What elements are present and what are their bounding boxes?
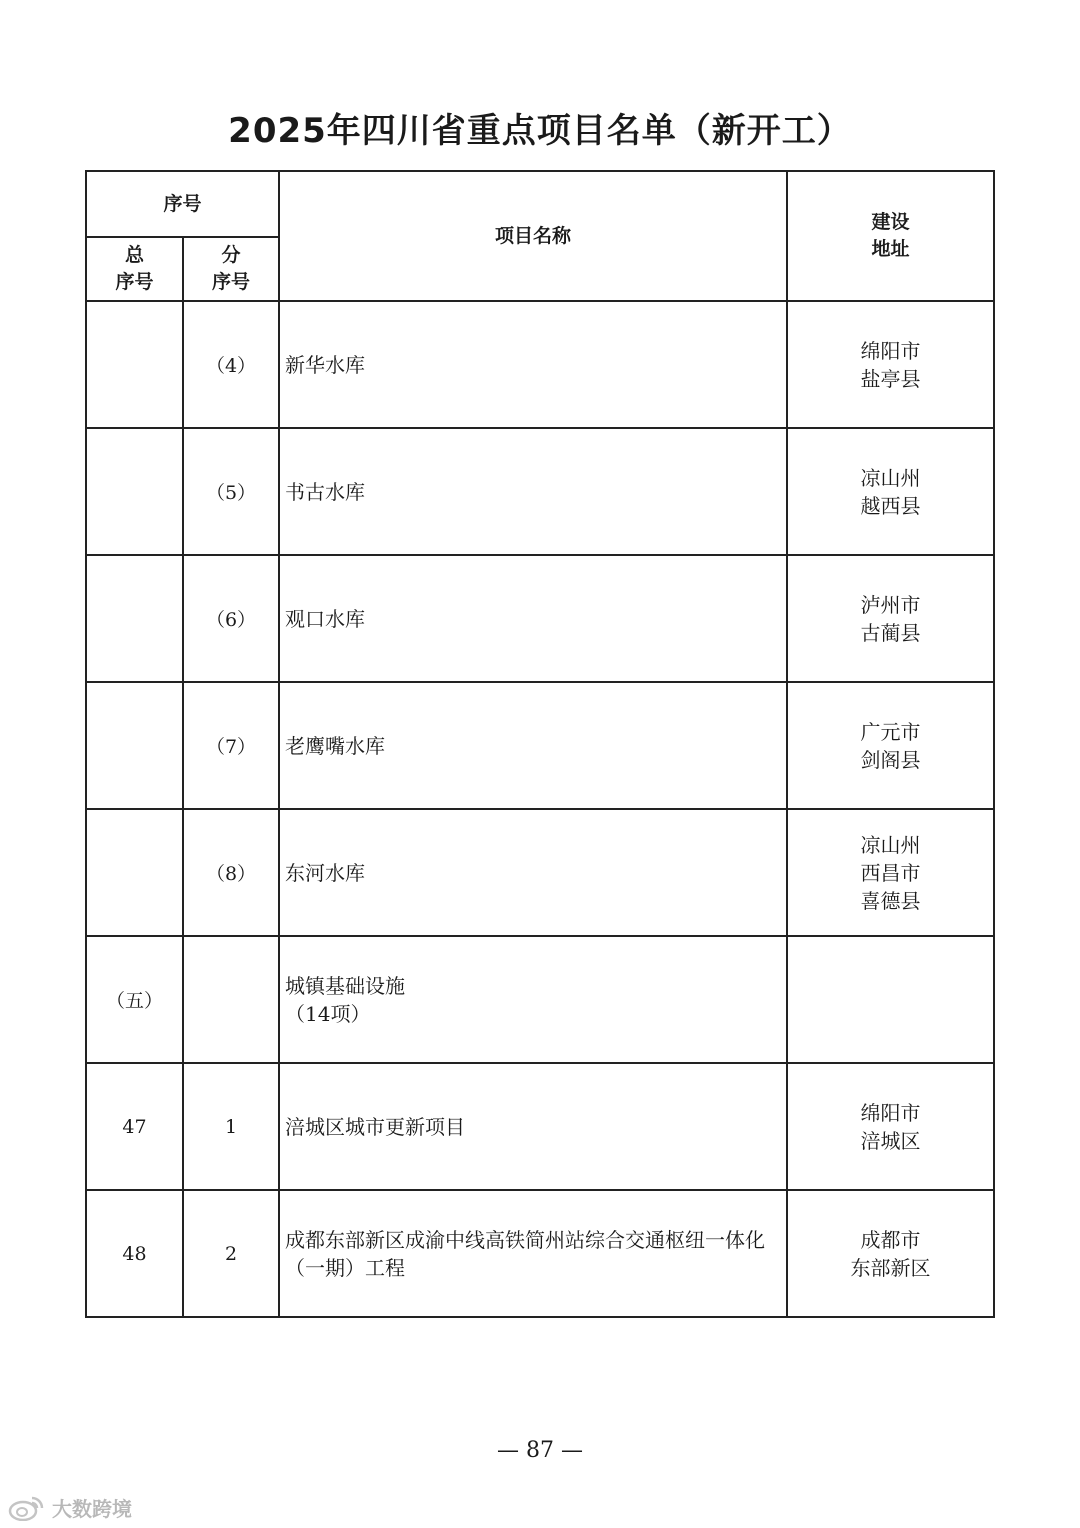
- cell-sub-seq: （4）: [183, 301, 279, 428]
- project-name-text: 城镇基础设施 （14项）: [285, 973, 406, 1026]
- table-row: [86, 428, 994, 555]
- header-total-seq-line: 序号: [115, 271, 154, 293]
- cell-location: [787, 428, 994, 555]
- cell-project-name: [279, 809, 787, 936]
- cell-total-seq: 47: [86, 1063, 183, 1190]
- cell-location: [787, 555, 994, 682]
- cell-project-name: [279, 936, 787, 1063]
- location-line: 凉山州: [860, 465, 921, 490]
- location-line: 涪城区: [860, 1128, 921, 1153]
- page-number: — 87 —: [497, 1438, 583, 1463]
- header-project-name: 项目名称: [279, 171, 787, 301]
- cell-project-name: [279, 1190, 787, 1317]
- document-title: 2025年四川省重点项目名单（新开工）: [228, 111, 852, 151]
- location-line: 凉山州: [860, 832, 921, 857]
- cell-total-seq: [86, 301, 183, 428]
- location-line: 西昌市: [860, 860, 921, 885]
- table-row: [86, 809, 994, 936]
- watermark-text: 大数跨境: [52, 1497, 132, 1521]
- cell-project-name: [279, 1063, 787, 1190]
- header-sub-seq-line: 序号: [212, 271, 251, 293]
- header-location-line: 建设: [871, 211, 910, 233]
- table-row: [86, 682, 994, 809]
- cell-sub-seq: （8）: [183, 809, 279, 936]
- location-line: 绵阳市: [860, 1100, 921, 1125]
- cell-location: [787, 809, 994, 936]
- project-name-text: 老鹰嘴水库: [285, 733, 386, 758]
- cell-total-seq: [86, 555, 183, 682]
- project-name-text: 书古水库: [285, 479, 366, 504]
- location-line: 泸州市: [860, 592, 921, 617]
- header-sub-seq-line: 分: [221, 244, 241, 266]
- header-total-seq: [86, 237, 183, 301]
- cell-location: [787, 301, 994, 428]
- cell-total-seq: 48: [86, 1190, 183, 1317]
- location-line: 喜德县: [860, 888, 921, 913]
- cell-project-name: [279, 428, 787, 555]
- location-line: 东部新区: [850, 1255, 931, 1280]
- cell-location: [787, 682, 994, 809]
- table-row: [86, 555, 994, 682]
- header-total-seq-line: 总: [124, 244, 144, 266]
- table-row: [86, 936, 994, 1063]
- location-line: 越西县: [860, 493, 921, 518]
- cell-location: [787, 936, 994, 1063]
- location-line: 剑阁县: [860, 747, 921, 772]
- header-location: [787, 171, 994, 301]
- cell-sub-seq: （6）: [183, 555, 279, 682]
- cell-sub-seq: （7）: [183, 682, 279, 809]
- cell-total-seq: [86, 682, 183, 809]
- cell-total-seq: （五）: [86, 936, 183, 1063]
- cell-sub-seq: （5）: [183, 428, 279, 555]
- cell-project-name: [279, 301, 787, 428]
- cell-project-name: [279, 555, 787, 682]
- project-table: [85, 170, 995, 1318]
- project-name-text: 涪城区城市更新项目: [285, 1114, 466, 1139]
- location-line: 成都市: [860, 1227, 921, 1252]
- header-seq: 序号: [86, 171, 279, 237]
- watermark: [8, 1493, 132, 1522]
- project-name-text: 成都东部新区成渝中线高铁简州站综合交通枢纽一体化（一期）工程: [285, 1227, 766, 1280]
- weibo-logo-icon: [8, 1495, 46, 1521]
- cell-project-name: [279, 682, 787, 809]
- header-sub-seq: [183, 237, 279, 301]
- table-row: [86, 1190, 994, 1317]
- cell-sub-seq: [183, 936, 279, 1063]
- cell-total-seq: [86, 809, 183, 936]
- project-name-text: 观口水库: [285, 606, 366, 631]
- project-name-text: 东河水库: [285, 860, 366, 885]
- project-name-text: 新华水库: [285, 352, 366, 377]
- cell-location: [787, 1190, 994, 1317]
- location-line: 绵阳市: [860, 338, 921, 363]
- cell-sub-seq: 1: [183, 1063, 279, 1190]
- cell-sub-seq: 2: [183, 1190, 279, 1317]
- cell-total-seq: [86, 428, 183, 555]
- location-line: 古蔺县: [860, 620, 921, 645]
- location-line: 盐亭县: [860, 366, 921, 391]
- table-row: [86, 1063, 994, 1190]
- location-line: 广元市: [860, 719, 921, 744]
- header-location-line: 地址: [871, 238, 910, 260]
- cell-location: [787, 1063, 994, 1190]
- table-row: [86, 301, 994, 428]
